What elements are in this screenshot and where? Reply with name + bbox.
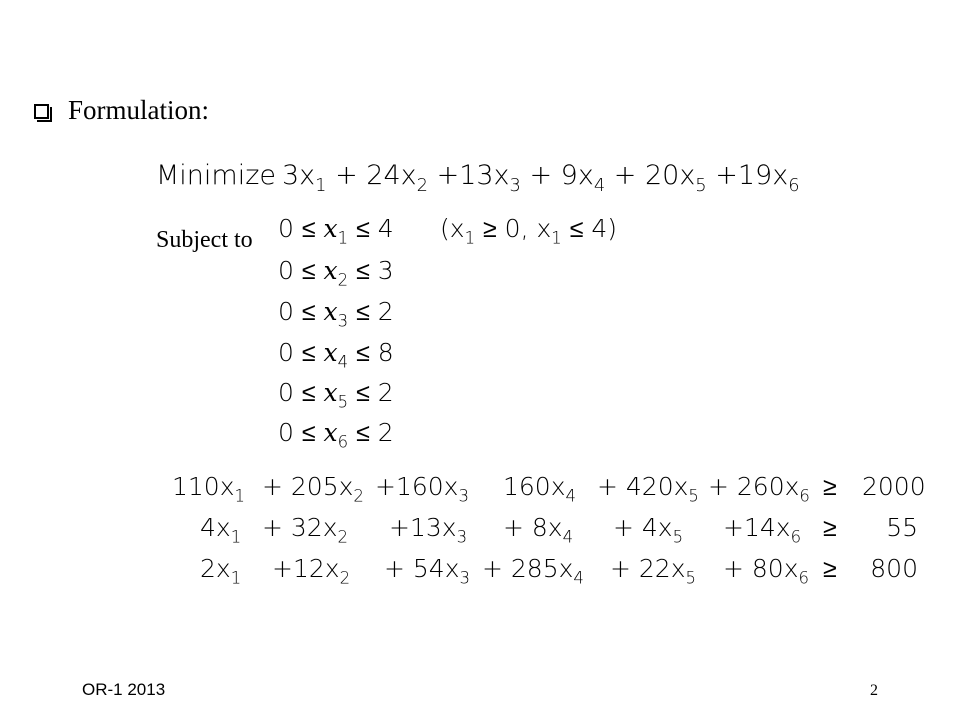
objective-term: $+13x_3$	[427, 160, 521, 196]
constraint-term: $+160x_3$	[375, 472, 469, 506]
constraint-term: $+13x_3$	[389, 513, 468, 547]
constraint-term: $+12x_2$	[272, 554, 351, 588]
constraint-term: + $285x_4$	[482, 554, 584, 588]
constraint-term: $160x_4$	[503, 472, 577, 506]
constraint-term: $110x_1$	[172, 472, 246, 506]
objective-function	[282, 160, 800, 196]
constraint-term: + $8x_4$	[503, 513, 574, 547]
subject-to-label: Subject to	[156, 227, 253, 253]
constraint-term: + $4x_5$	[613, 513, 684, 547]
bound-constraint: $0 \le x_4 \le 8$	[278, 338, 394, 372]
bound-constraint: $0 \le x_3 \le 2$	[278, 297, 394, 331]
square-bullet-icon	[34, 104, 49, 119]
bound-constraint: $0 \le x_2 \le 3$	[278, 256, 394, 290]
page-number: 2	[870, 682, 878, 699]
constraint-rhs: 2000	[862, 472, 926, 501]
objective-term: + $20x_5$	[605, 160, 707, 196]
objective-term: $3x_1$	[282, 160, 327, 196]
objective-term: $+19x_6$	[706, 160, 800, 196]
constraint-term: $+14x_6$	[723, 513, 802, 547]
bound-constraint: $0 \le x_5 \le 2$	[278, 378, 394, 412]
section-heading	[34, 92, 209, 128]
bound-note: ($x_1 \ge 0$, $x_1 \le 4$)	[440, 214, 618, 248]
minimize-label: Minimize	[156, 160, 276, 191]
constraint-term: + $420x_5$	[597, 472, 699, 506]
constraint-term: + $260x_6$	[708, 472, 810, 506]
constraint-operator: ≥	[823, 472, 837, 501]
heading-text: Formulation:	[68, 94, 209, 125]
constraint-term: + $80x_6$	[723, 554, 810, 588]
objective-term: + $24x_2$	[326, 160, 428, 196]
footer-course-label: OR-1 2013	[82, 680, 166, 699]
constraint-term: $4x_1$	[200, 513, 242, 547]
constraint-rhs: 55	[886, 513, 918, 542]
constraint-operator: ≥	[823, 554, 837, 583]
constraint-term: + $205x_2$	[262, 472, 364, 506]
bound-constraint: $0 \le x_1 \le 4$	[278, 214, 394, 248]
constraint-term: $2x_1$	[200, 554, 242, 588]
constraint-term: + $54x_3$	[384, 554, 471, 588]
constraint-term: + $32x_2$	[262, 513, 349, 547]
constraint-term: + $22x_5$	[610, 554, 697, 588]
objective-term: + $9x_4$	[520, 160, 606, 196]
bound-constraint: $0 \le x_6 \le 2$	[278, 418, 394, 452]
constraint-rhs: 800	[870, 554, 918, 583]
constraint-operator: ≥	[823, 513, 837, 542]
